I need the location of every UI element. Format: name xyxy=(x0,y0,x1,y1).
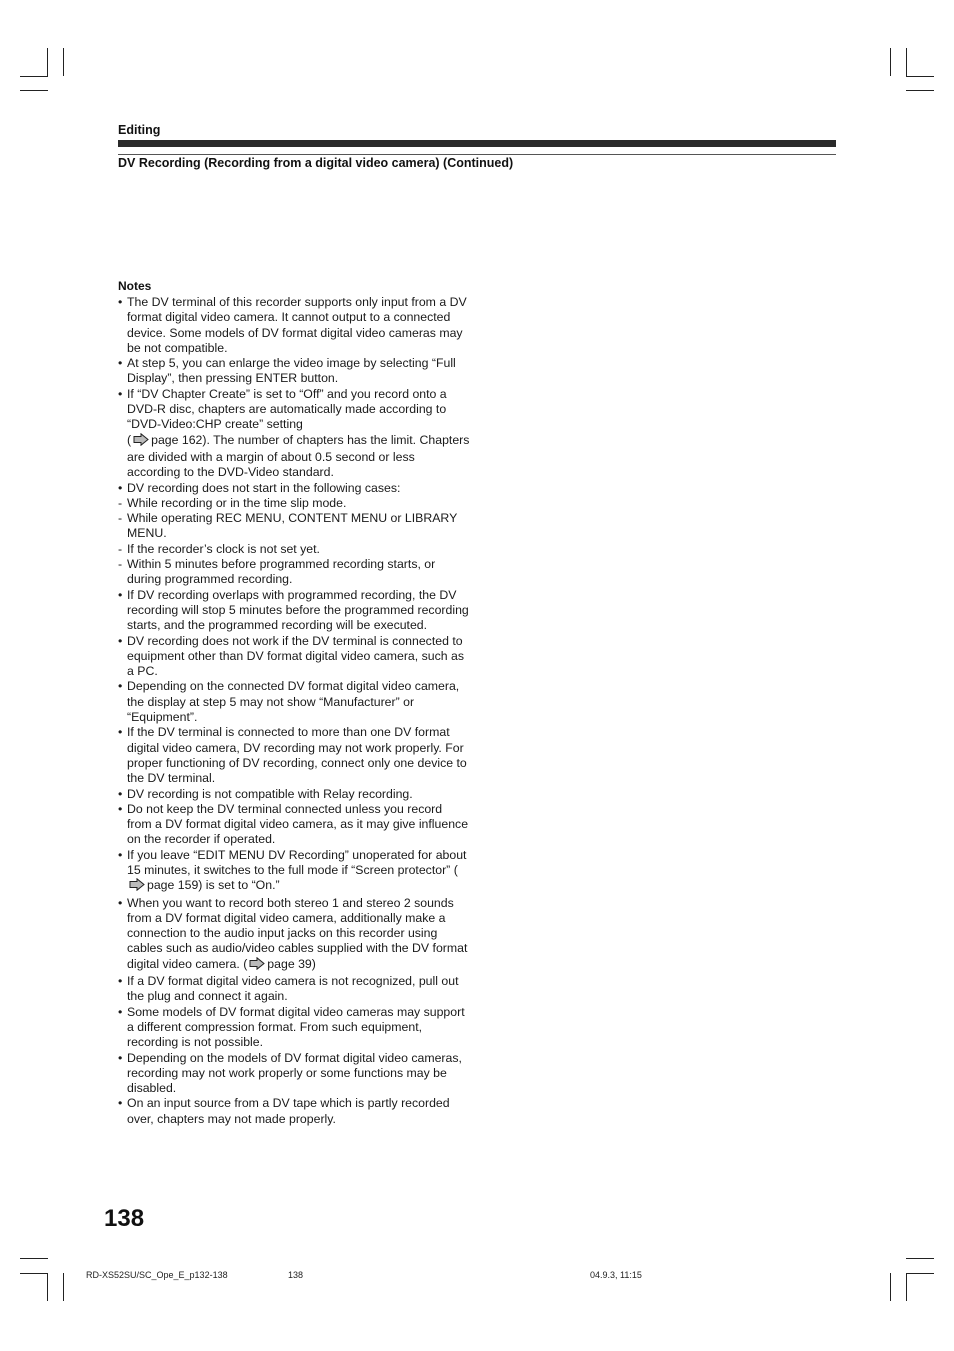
note-sub-item xyxy=(118,496,470,511)
footer-page: 138 xyxy=(288,1270,304,1280)
header-rule-thin xyxy=(118,154,836,155)
crop-mark xyxy=(20,1258,48,1259)
note-item xyxy=(118,802,470,848)
note-text: Do not keep the DV terminal connected unless you record from a DV format digital video camera, as it may give influence on the recorder if operated. xyxy=(127,801,469,847)
crop-mark xyxy=(906,1258,934,1259)
crop-mark xyxy=(906,1273,934,1274)
crop-mark xyxy=(63,1273,64,1301)
note-page-reference: page 162). The number of chapters has the limit. Chapters are divided with a margin of about 0.5 second or less according to the DVD-Video standard. xyxy=(127,432,470,480)
right-arrow-reference-icon xyxy=(249,957,265,974)
note-item xyxy=(118,1051,470,1097)
note-item xyxy=(118,679,470,725)
note-sub-item xyxy=(118,511,470,542)
note-text: Depending on the connected DV format digital video camera, the display at step 5 may not show “Manufacturer” or “Equipment”. xyxy=(127,679,460,725)
note-item xyxy=(118,787,470,802)
note-text: While recording or in the time slip mode. xyxy=(127,495,347,510)
note-sub-item xyxy=(118,557,470,588)
note-text: Depending on the models of DV format digital video cameras, recording may not work properly or some functions may be disabled. xyxy=(127,1050,462,1096)
crop-mark xyxy=(47,1273,48,1301)
note-item xyxy=(118,896,470,974)
note-item xyxy=(118,588,470,634)
note-text: The DV terminal of this recorder supports only input from a DV format digital video camera. It cannot output to a connected device. Some models of DV format digital video cameras may be not compatible. xyxy=(127,295,467,355)
note-page-reference: page 159) is set to “On.” xyxy=(147,878,280,893)
note-item xyxy=(118,974,470,1005)
page-subtitle: DV Recording (Recording from a digital video camera) (Continued) xyxy=(118,156,514,170)
notes-heading: Notes xyxy=(118,279,152,293)
note-item xyxy=(118,848,470,896)
note-item xyxy=(118,356,470,387)
crop-mark xyxy=(20,1273,48,1274)
note-item xyxy=(118,725,470,786)
note-text: If you leave “EDIT MENU DV Recording” unoperated for about 15 minutes, it switches to the full mode if “Screen protector” ( xyxy=(127,847,467,877)
note-text: If the recorder’s clock is not set yet. xyxy=(127,541,320,556)
crop-mark xyxy=(63,48,64,76)
note-text: At step 5, you can enlarge the video image by selecting “Full Display”, then pressing ENTER button. xyxy=(127,356,456,386)
footer-filename: RD-XS52SU/SC_Ope_E_p132-138 xyxy=(86,1270,228,1280)
crop-mark xyxy=(906,1273,907,1301)
crop-mark xyxy=(906,76,934,77)
note-text: DV recording does not work if the DV terminal is connected to equipment other than DV format digital video camera, such as a PC. xyxy=(127,633,464,679)
crop-mark xyxy=(890,48,891,76)
crop-mark xyxy=(47,48,48,76)
note-text: DV recording is not compatible with Relay recording. xyxy=(127,786,413,801)
note-item xyxy=(118,1096,470,1127)
section-label: Editing xyxy=(118,123,161,137)
page-number: 138 xyxy=(104,1205,145,1232)
notes-list xyxy=(118,295,470,1127)
right-arrow-reference-icon xyxy=(133,433,149,450)
note-text: ( xyxy=(127,432,132,447)
note-text: When you want to record both stereo 1 and stereo 2 sounds from a DV format digital video camera, additionally make a connection to the audio input jacks on this recorder using cables such as audio/video cables supplied with the DV format digital video camera. ( xyxy=(127,895,468,971)
note-text: On an input source from a DV tape which is partly recorded over, chapters may not made properly. xyxy=(127,1096,450,1126)
note-item xyxy=(118,481,470,496)
note-item xyxy=(118,1005,470,1051)
note-text: Some models of DV format digital video cameras may support a different compression format. From such equipment, recording is not possible. xyxy=(127,1004,465,1050)
note-sub-item xyxy=(118,542,470,557)
header-rule-thick xyxy=(118,140,836,147)
crop-mark xyxy=(890,1273,891,1301)
right-arrow-reference-icon xyxy=(129,878,145,895)
note-text: If “DV Chapter Create” is set to “Off” and you record onto a DVD-R disc, chapters are automatically made according to “DVD-Video:CHP create” setting xyxy=(127,386,447,432)
crop-mark xyxy=(906,48,907,76)
note-item xyxy=(118,387,470,481)
crop-mark xyxy=(906,90,934,91)
crop-mark xyxy=(20,90,48,91)
note-page-reference: page 39) xyxy=(267,956,316,971)
note-text: DV recording does not start in the following cases: xyxy=(127,480,401,495)
note-text: If the DV terminal is connected to more than one DV format digital video camera, DV recording may not work properly. For proper functioning of DV recording, connect only one device to the DV terminal. xyxy=(127,725,467,786)
note-item xyxy=(118,295,470,356)
note-text: While operating REC MENU, CONTENT MENU or LIBRARY MENU. xyxy=(127,511,458,541)
note-text: If a DV format digital video camera is not recognized, pull out the plug and connect it again. xyxy=(127,974,459,1004)
note-text: If DV recording overlaps with programmed recording, the DV recording will stop 5 minutes before the programmed recording starts, and the programmed recording will be executed. xyxy=(127,587,469,633)
note-text: Within 5 minutes before programmed recording starts, or during programmed recording. xyxy=(127,557,436,587)
note-item xyxy=(118,634,470,680)
footer-timestamp: 04.9.3, 11:15 xyxy=(590,1270,642,1280)
crop-mark xyxy=(20,76,48,77)
